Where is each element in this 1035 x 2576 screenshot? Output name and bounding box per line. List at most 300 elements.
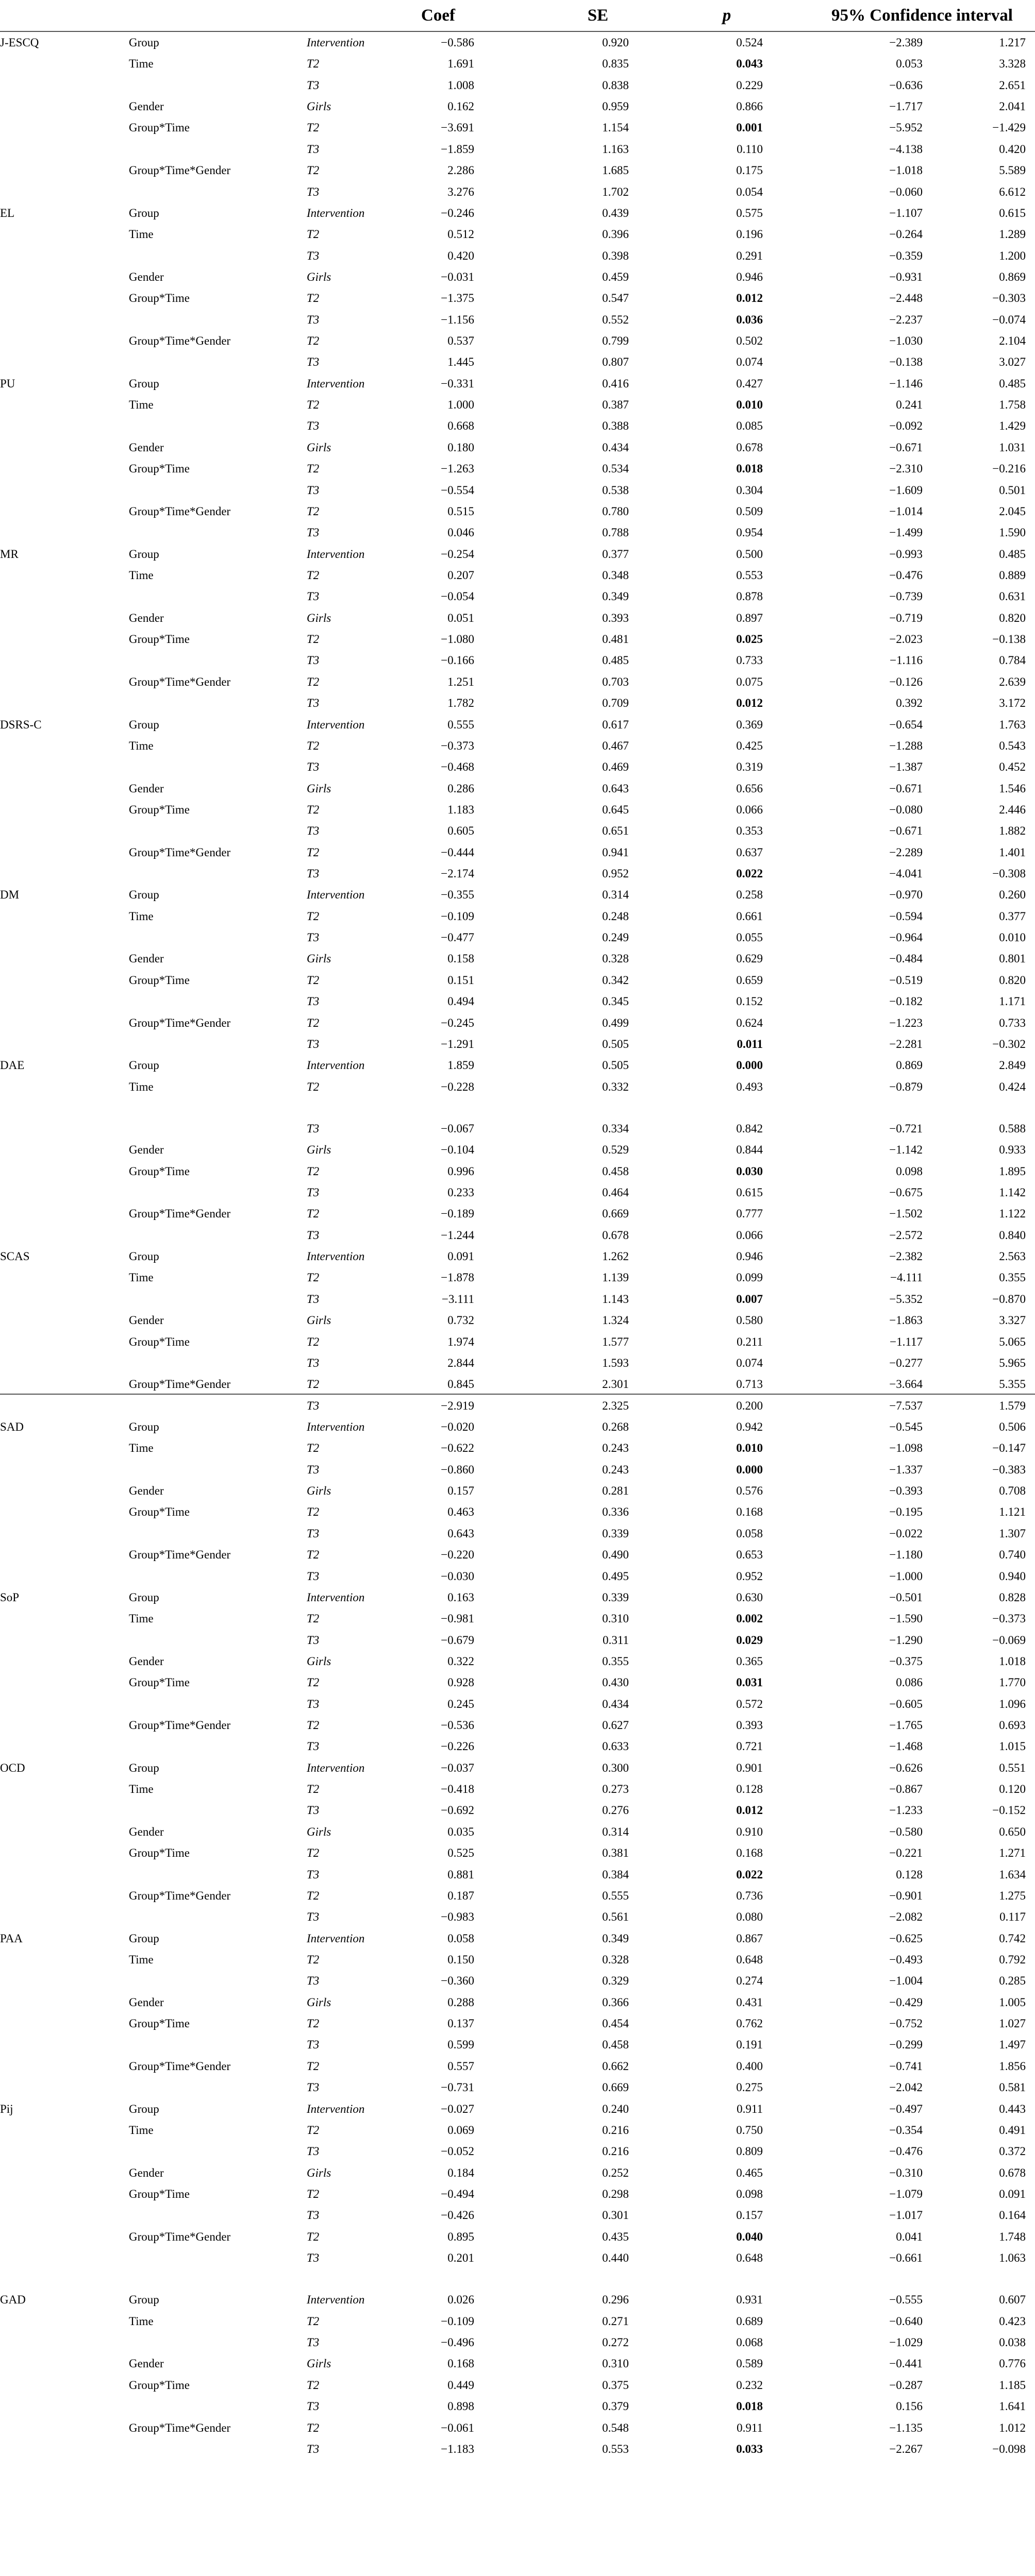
table-header — [0, 0, 1035, 31]
cell-ci-upper: 0.933 — [999, 1143, 1026, 1157]
cell-level: Intervention — [307, 1059, 365, 1072]
cell-ci-lower: −0.393 — [889, 1484, 923, 1498]
cell-level: Intervention — [307, 36, 365, 49]
col-se: SE — [587, 6, 609, 25]
cell-se: 1.143 — [602, 1292, 629, 1306]
cell-ci-lower: −5.952 — [889, 121, 923, 134]
cell-coef: 0.150 — [447, 1953, 474, 1966]
table-row — [0, 906, 1035, 927]
cell-se: 0.375 — [602, 2378, 629, 2392]
table-row — [0, 1033, 1035, 1055]
cell-p: 0.229 — [736, 78, 763, 92]
cell-ci-lower: −0.126 — [889, 675, 923, 688]
cell-se: 0.703 — [602, 675, 629, 688]
cell-ci-upper: 0.940 — [999, 1569, 1026, 1583]
cell-coef: 0.051 — [447, 611, 474, 624]
cell-level: Intervention — [307, 2293, 365, 2307]
cell-p: 0.931 — [736, 2293, 763, 2307]
cell-coef: 0.512 — [447, 228, 474, 241]
cell-coef: 0.233 — [447, 1186, 474, 1199]
cell-p: 0.211 — [737, 1335, 763, 1348]
cell-ci-upper: 1.882 — [999, 824, 1026, 838]
cell-ci-upper: 1.856 — [999, 2059, 1026, 2073]
table-row — [0, 586, 1035, 607]
cell-ci-lower: −1.117 — [890, 1335, 923, 1348]
cell-coef: 1.251 — [447, 675, 474, 688]
cell-ci-upper: 0.588 — [999, 1122, 1026, 1135]
cell-se: 0.617 — [602, 718, 629, 731]
cell-level: T3 — [307, 1463, 320, 1476]
cell-coef: 0.732 — [447, 1314, 474, 1327]
cell-term: Group — [129, 888, 159, 902]
cell-ci-lower: −2.289 — [889, 845, 923, 859]
cell-coef: −0.226 — [441, 1740, 474, 1753]
cell-term: Group*Time*Gender — [129, 164, 231, 177]
cell-term: Group*Time — [129, 1335, 190, 1348]
cell-ci-lower: −0.359 — [889, 249, 923, 262]
cell-level: T2 — [307, 568, 320, 582]
cell-ci-upper: 0.650 — [999, 1825, 1026, 1838]
table-body — [0, 32, 1035, 2460]
cell-ci-lower: −4.111 — [890, 1271, 923, 1284]
table-row — [0, 2353, 1035, 2374]
cell-p: 0.275 — [736, 2081, 763, 2094]
cell-level: Intervention — [307, 718, 365, 731]
table-row — [0, 1949, 1035, 1970]
cell-se: 0.328 — [602, 1953, 629, 1966]
cell-ci-lower: −0.636 — [889, 78, 923, 92]
cell-se: 1.685 — [602, 164, 629, 177]
cell-se: 0.393 — [602, 611, 629, 624]
cell-ci-upper: −0.069 — [992, 1633, 1026, 1647]
cell-ci-upper: 0.485 — [999, 547, 1026, 561]
table-row — [0, 2396, 1035, 2417]
cell-se: 1.593 — [602, 1356, 629, 1369]
table-row — [0, 522, 1035, 543]
table-row — [0, 1480, 1035, 1501]
cell-ci-lower: −1.499 — [889, 526, 923, 539]
cell-level: Girls — [307, 440, 331, 454]
cell-coef: 0.449 — [447, 2378, 474, 2392]
cell-se: 1.163 — [602, 142, 629, 156]
cell-ci-upper: 5.065 — [999, 1335, 1026, 1348]
cell-term: Group — [129, 1761, 159, 1774]
cell-p: 0.258 — [736, 888, 763, 902]
cell-coef: −0.254 — [441, 547, 474, 561]
cell-coef: 1.691 — [447, 57, 474, 71]
cell-term: Group*Time — [129, 1676, 190, 1689]
cell-ci-upper: 0.784 — [999, 654, 1026, 667]
cell-coef: 0.996 — [447, 1164, 474, 1178]
table-row — [0, 1203, 1035, 1224]
cell-ci-upper: 0.607 — [999, 2293, 1026, 2307]
cell-ci-upper: 2.041 — [999, 100, 1026, 113]
table-row — [0, 1672, 1035, 1693]
cell-se: 0.281 — [602, 1484, 629, 1498]
table-row — [0, 1076, 1035, 1097]
table-row — [0, 1992, 1035, 2013]
cell-ci-upper: 0.372 — [999, 2145, 1026, 2158]
cell-se: 0.633 — [602, 1740, 629, 1753]
cell-ci-upper: 0.631 — [999, 590, 1026, 603]
cell-level: T3 — [307, 1527, 320, 1540]
cell-ci-upper: 5.355 — [999, 1378, 1026, 1391]
cell-se: 0.349 — [602, 590, 629, 603]
cell-p: 0.036 — [736, 313, 763, 326]
cell-level: T2 — [307, 739, 320, 752]
cell-ci-upper: 1.271 — [999, 1846, 1026, 1860]
table-row — [0, 1139, 1035, 1160]
table-row — [0, 53, 1035, 74]
cell-term: Group*Time — [129, 973, 190, 987]
cell-coef: 0.058 — [447, 1931, 474, 1945]
table-row — [0, 224, 1035, 245]
cell-ci-lower: −0.671 — [889, 782, 923, 795]
cell-coef: −1.375 — [441, 292, 474, 305]
cell-se: 1.154 — [602, 121, 629, 134]
cell-level: Girls — [307, 1143, 331, 1157]
cell-term: Time — [129, 739, 154, 752]
cell-ci-upper: 0.506 — [999, 1420, 1026, 1433]
cell-p: 0.001 — [736, 121, 763, 134]
cell-ci-lower: −0.484 — [889, 952, 923, 965]
cell-coef: −0.586 — [441, 36, 474, 49]
table-row — [0, 1331, 1035, 1352]
cell-coef: 0.035 — [447, 1825, 474, 1838]
cell-se: 0.348 — [602, 568, 629, 582]
cell-term: Group*Time*Gender — [129, 2421, 231, 2434]
table-row — [0, 139, 1035, 160]
cell-level: T2 — [307, 334, 320, 348]
cell-coef: 0.515 — [447, 504, 474, 518]
cell-coef: 0.151 — [447, 973, 474, 987]
cell-ci-lower: −0.310 — [889, 2166, 923, 2179]
cell-measure: DM — [0, 888, 20, 902]
cell-ci-upper: 1.200 — [999, 249, 1026, 262]
cell-se: 0.669 — [602, 1207, 629, 1221]
cell-p: 0.576 — [736, 1484, 763, 1498]
cell-ci-lower: −0.092 — [889, 419, 923, 433]
cell-ci-lower: −0.060 — [889, 185, 923, 198]
cell-ci-lower: −1.233 — [889, 1804, 923, 1817]
cell-coef: −0.020 — [441, 1420, 474, 1433]
cell-ci-upper: 1.096 — [999, 1697, 1026, 1710]
cell-p: 0.085 — [736, 419, 763, 433]
cell-ci-lower: −0.605 — [889, 1697, 923, 1710]
cell-p: 0.866 — [736, 100, 763, 113]
cell-level: Intervention — [307, 206, 365, 219]
cell-ci-lower: 0.098 — [896, 1164, 923, 1178]
table-row — [0, 1352, 1035, 1374]
cell-term: Gender — [129, 952, 164, 965]
cell-coef: 0.201 — [447, 2251, 474, 2265]
table-row — [0, 2077, 1035, 2098]
cell-coef: −1.291 — [441, 1037, 474, 1050]
cell-se: 0.485 — [602, 654, 629, 667]
cell-p: 0.897 — [736, 611, 763, 624]
cell-level: T2 — [307, 1207, 320, 1221]
cell-coef: −0.496 — [441, 2336, 474, 2349]
cell-term: Group*Time — [129, 1164, 190, 1178]
cell-coef: −0.030 — [441, 1569, 474, 1583]
cell-p: 0.553 — [736, 568, 763, 582]
cell-se: 0.505 — [602, 1059, 629, 1072]
table-row — [0, 1267, 1035, 1288]
cell-ci-lower: −1.000 — [889, 1569, 923, 1583]
cell-level: T2 — [307, 1889, 320, 1902]
cell-term: Gender — [129, 2166, 164, 2179]
cell-level: T2 — [307, 2059, 320, 2073]
cell-coef: −3.111 — [441, 1292, 474, 1306]
cell-level: T2 — [307, 1548, 320, 1562]
cell-ci-upper: −0.138 — [992, 633, 1026, 646]
cell-p: 0.369 — [736, 718, 763, 731]
cell-ci-upper: 0.820 — [999, 611, 1026, 624]
cell-ci-lower: −0.741 — [889, 2059, 923, 2073]
cell-coef: −0.067 — [441, 1122, 474, 1135]
cell-ci-lower: −0.719 — [889, 611, 923, 624]
cell-ci-upper: 1.027 — [999, 2017, 1026, 2030]
cell-ci-lower: −1.098 — [889, 1442, 923, 1455]
table-row — [0, 1459, 1035, 1480]
table-row — [0, 1416, 1035, 1437]
cell-level: T2 — [307, 462, 320, 476]
cell-se: 0.329 — [602, 1974, 629, 1988]
cell-level: T3 — [307, 1804, 320, 1817]
cell-coef: 0.158 — [447, 952, 474, 965]
cell-measure: J-ESCQ — [0, 36, 39, 49]
cell-level: T3 — [307, 2209, 320, 2222]
cell-p: 0.031 — [736, 1676, 763, 1689]
cell-p: 0.615 — [736, 1186, 763, 1199]
cell-p: 0.393 — [736, 1719, 763, 1732]
cell-term: Group — [129, 206, 159, 219]
cell-term: Group*Time — [129, 1846, 190, 1860]
cell-coef: −0.054 — [441, 590, 474, 603]
cell-p: 0.901 — [736, 1761, 763, 1774]
cell-coef: 2.286 — [447, 164, 474, 177]
cell-ci-upper: 0.420 — [999, 142, 1026, 156]
cell-p: 0.580 — [736, 1314, 763, 1327]
cell-term: Group*Time*Gender — [129, 1016, 231, 1029]
table-row — [0, 1842, 1035, 1863]
cell-ci-lower: 0.241 — [896, 398, 923, 412]
cell-term: Group — [129, 36, 159, 49]
cell-ci-upper: −0.098 — [992, 2442, 1026, 2455]
cell-ci-upper: 5.589 — [999, 164, 1026, 177]
cell-se: 0.345 — [602, 995, 629, 1008]
cell-coef: −0.109 — [441, 909, 474, 923]
cell-coef: 0.555 — [447, 718, 474, 731]
cell-coef: 1.183 — [447, 803, 474, 816]
cell-level: T2 — [307, 2378, 320, 2392]
cell-p: 0.232 — [736, 2378, 763, 2392]
cell-ci-upper: 0.869 — [999, 270, 1026, 283]
cell-ci-upper: 0.828 — [999, 1590, 1026, 1604]
cell-term: Gender — [129, 1995, 164, 2009]
table-row — [0, 2311, 1035, 2332]
cell-p: 0.010 — [736, 398, 763, 412]
cell-ci-upper: 1.770 — [999, 1676, 1026, 1689]
cell-level: T2 — [307, 2017, 320, 2030]
table-row — [0, 2332, 1035, 2353]
table-row — [0, 1587, 1035, 1608]
cell-level: T3 — [307, 142, 320, 156]
cell-term: Group*Time — [129, 462, 190, 476]
cell-ci-lower: −0.375 — [889, 1654, 923, 1668]
cell-ci-upper: 1.275 — [999, 1889, 1026, 1902]
cell-coef: −0.536 — [441, 1719, 474, 1732]
cell-ci-lower: −2.237 — [889, 313, 923, 326]
cell-coef: −0.245 — [441, 1016, 474, 1029]
cell-ci-upper: 6.612 — [999, 185, 1026, 198]
cell-se: 0.249 — [602, 931, 629, 944]
cell-level: Girls — [307, 1484, 331, 1498]
cell-ci-upper: 0.801 — [999, 952, 1026, 965]
cell-coef: −0.373 — [441, 739, 474, 752]
table-row — [0, 1608, 1035, 1629]
cell-ci-upper: 1.546 — [999, 782, 1026, 795]
cell-coef: 0.180 — [447, 440, 474, 454]
table-row — [0, 692, 1035, 714]
cell-se: 0.440 — [602, 2251, 629, 2265]
cell-coef: −0.246 — [441, 206, 474, 219]
table-row — [0, 1885, 1035, 1906]
cell-se: 0.481 — [602, 633, 629, 646]
cell-ci-lower: −2.267 — [889, 2442, 923, 2455]
cell-ci-upper: 2.639 — [999, 675, 1026, 688]
cell-p: 0.304 — [736, 483, 763, 497]
cell-p: 0.054 — [736, 185, 763, 198]
cell-coef: −0.860 — [441, 1463, 474, 1476]
cell-ci-lower: −2.448 — [889, 292, 923, 305]
cell-ci-upper: 0.424 — [999, 1080, 1026, 1093]
cell-level: T3 — [307, 1633, 320, 1647]
cell-ci-lower: −1.107 — [889, 206, 923, 219]
cell-se: 0.835 — [602, 57, 629, 71]
cell-ci-upper: 0.491 — [999, 2123, 1026, 2137]
cell-coef: 0.420 — [447, 249, 474, 262]
cell-ci-lower: −0.661 — [889, 2251, 923, 2265]
cell-term: Time — [129, 1442, 154, 1455]
cell-level: T3 — [307, 931, 320, 944]
cell-coef: −0.983 — [441, 1910, 474, 1924]
cell-term: Gender — [129, 1484, 164, 1498]
cell-level: T3 — [307, 2400, 320, 2413]
cell-ci-upper: 1.634 — [999, 1868, 1026, 1881]
cell-ci-upper: 0.615 — [999, 206, 1026, 219]
cell-ci-lower: −0.264 — [889, 228, 923, 241]
table-row — [0, 927, 1035, 948]
cell-ci-upper: 1.289 — [999, 228, 1026, 241]
cell-ci-upper: 2.651 — [999, 78, 1026, 92]
cell-level: Girls — [307, 270, 331, 283]
cell-se: 0.552 — [602, 313, 629, 326]
cell-coef: 0.537 — [447, 334, 474, 348]
cell-term: Group*Time*Gender — [129, 504, 231, 518]
table-row — [0, 1225, 1035, 1246]
table-row — [0, 629, 1035, 650]
cell-ci-lower: −0.545 — [889, 1420, 923, 1433]
table-row — [0, 2226, 1035, 2247]
cell-level: T2 — [307, 57, 320, 71]
table-row — [0, 2034, 1035, 2055]
table-row — [0, 1501, 1035, 1522]
table-row — [0, 1821, 1035, 1842]
cell-se: 0.339 — [602, 1590, 629, 1604]
cell-term: Group*Time — [129, 2378, 190, 2392]
cell-ci-upper: 0.010 — [999, 931, 1026, 944]
cell-p: 0.110 — [737, 142, 763, 156]
cell-se: 0.458 — [602, 1164, 629, 1178]
cell-ci-upper: 3.327 — [999, 1314, 1026, 1327]
cell-coef: −0.061 — [441, 2421, 474, 2434]
cell-level: Girls — [307, 1654, 331, 1668]
cell-ci-upper: 0.840 — [999, 1228, 1026, 1242]
cell-ci-lower: −2.042 — [889, 2081, 923, 2094]
cell-ci-lower: −1.290 — [889, 1633, 923, 1647]
cell-ci-upper: −0.870 — [992, 1292, 1026, 1306]
cell-coef: −1.156 — [441, 313, 474, 326]
cell-se: 0.388 — [602, 419, 629, 433]
cell-coef: 0.046 — [447, 526, 474, 539]
table-row — [0, 970, 1035, 991]
cell-p: 0.400 — [736, 2059, 763, 2073]
cell-coef: −0.037 — [441, 1761, 474, 1774]
cell-level: T2 — [307, 1505, 320, 1519]
cell-p: 0.713 — [736, 1378, 763, 1391]
cell-ci-upper: 1.185 — [999, 2378, 1026, 2392]
cell-se: 0.788 — [602, 526, 629, 539]
cell-se: 1.262 — [602, 1250, 629, 1263]
cell-p: 0.910 — [736, 1825, 763, 1838]
cell-se: 1.324 — [602, 1314, 629, 1327]
cell-level: T3 — [307, 2145, 320, 2158]
table-row — [0, 2417, 1035, 2438]
cell-p: 0.058 — [736, 1527, 763, 1540]
cell-ci-upper: 0.377 — [999, 909, 1026, 923]
table-row — [0, 2013, 1035, 2034]
cell-ci-lower: −0.022 — [889, 1527, 923, 1540]
cell-ci-upper: 0.792 — [999, 1953, 1026, 1966]
cell-coef: 0.557 — [447, 2059, 474, 2073]
cell-coef: −0.109 — [441, 2314, 474, 2328]
cell-measure: Pij — [0, 2102, 13, 2115]
cell-term: Group*Time — [129, 803, 190, 816]
cell-ci-lower: −0.640 — [889, 2314, 923, 2328]
cell-coef: −0.418 — [441, 1783, 474, 1796]
cell-level: T3 — [307, 760, 320, 774]
cell-level: T2 — [307, 1719, 320, 1732]
cell-ci-upper: 0.581 — [999, 2081, 1026, 2094]
cell-p: 0.168 — [736, 1846, 763, 1860]
table-row — [0, 1055, 1035, 1076]
cell-measure: GAD — [0, 2293, 26, 2307]
cell-ci-lower: −0.931 — [889, 270, 923, 283]
cell-term: Time — [129, 909, 154, 923]
table-row — [0, 1736, 1035, 1757]
cell-p: 0.055 — [736, 931, 763, 944]
cell-coef: 0.898 — [447, 2400, 474, 2413]
cell-level: T2 — [307, 2421, 320, 2434]
cell-se: 0.434 — [602, 1697, 629, 1710]
cell-ci-lower: −0.901 — [889, 1889, 923, 1902]
cell-se: 0.381 — [602, 1846, 629, 1860]
cell-coef: −0.981 — [441, 1612, 474, 1625]
cell-p: 0.867 — [736, 1931, 763, 1945]
cell-ci-lower: −1.030 — [889, 334, 923, 348]
table-row — [0, 1630, 1035, 1651]
